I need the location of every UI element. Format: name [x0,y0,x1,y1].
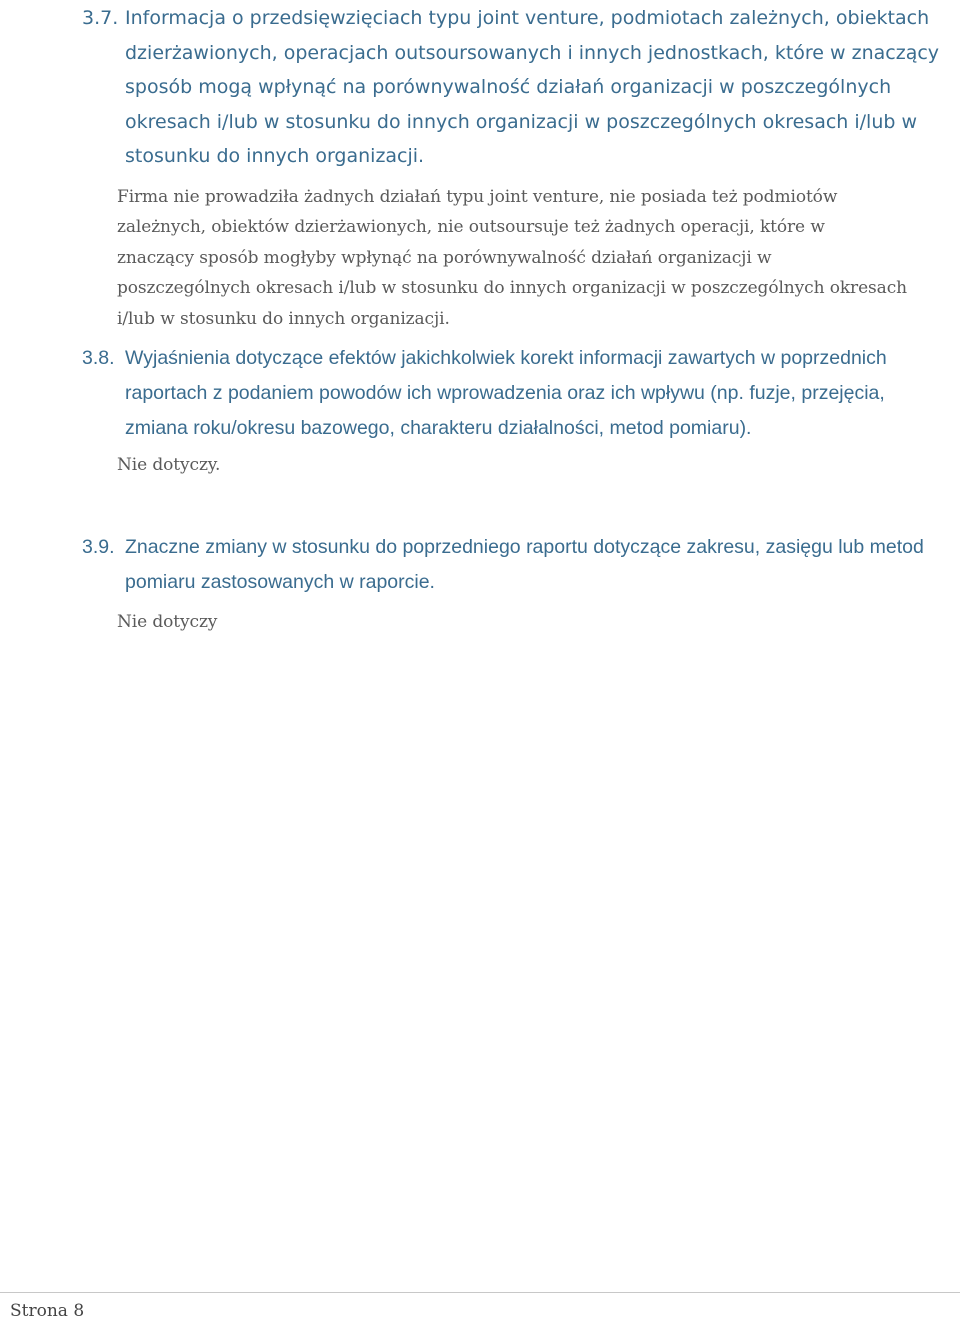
section-body: Firma nie prowadziła żadnych działań typu joint venture, nie posiada też podmiotów zależnych, obiektów dzierżawionych, nie outsoursuje też żadnych operacji, które w znaczący sposób mogłyby wpłynąć na porównywalność działań organizacji w poszczególnych okresach i/lub w stosunku do innych organizacji w poszczególnych okresach i/lub w stosunku do innych organizacji. [117,186,907,329]
section-title: Wyjaśnienia dotyczące efektów jakichkolwiek korekt informacji zawartych w poprzednich raportach z podaniem powodów ich wprowadzenia oraz ich wpływu (np. fuzje, przejęcia, zmiana roku/okresu bazowego, charakteru działalności, metod pomiaru). [125,347,887,439]
section-number: 3.8. [82,347,115,369]
section-3-9 [82,530,942,638]
section-body: Nie dotyczy [117,612,218,632]
section-3-8 [82,341,942,481]
section-heading [82,530,942,600]
section-heading [82,1,942,174]
section-title: Znaczne zmiany w stosunku do poprzedniego raportu dotyczące zakresu, zasięgu lub metod pomiaru zastosowanych w raporcie. [125,536,924,593]
section-body: Nie dotyczy. [117,455,221,475]
section-number: 3.7. [82,7,119,29]
section-heading [82,341,942,446]
section-title: Informacja o przedsięwzięciach typu joint venture, podmiotach zależnych, obiektach dzierżawionych, operacjach outsoursowanych i innych jednostkach, które w znaczący sposób mogą wpłynąć na porównywalność działań organizacji w poszczególnych okresach i/lub w stosunku do innych organizacji w poszczególnych okresach i/lub w stosunku do innych organizacji. [125,7,940,167]
section-number: 3.9. [82,536,115,558]
footer-divider [0,1292,960,1293]
page-number: Strona 8 [10,1301,85,1321]
section-3-7 [82,1,942,334]
